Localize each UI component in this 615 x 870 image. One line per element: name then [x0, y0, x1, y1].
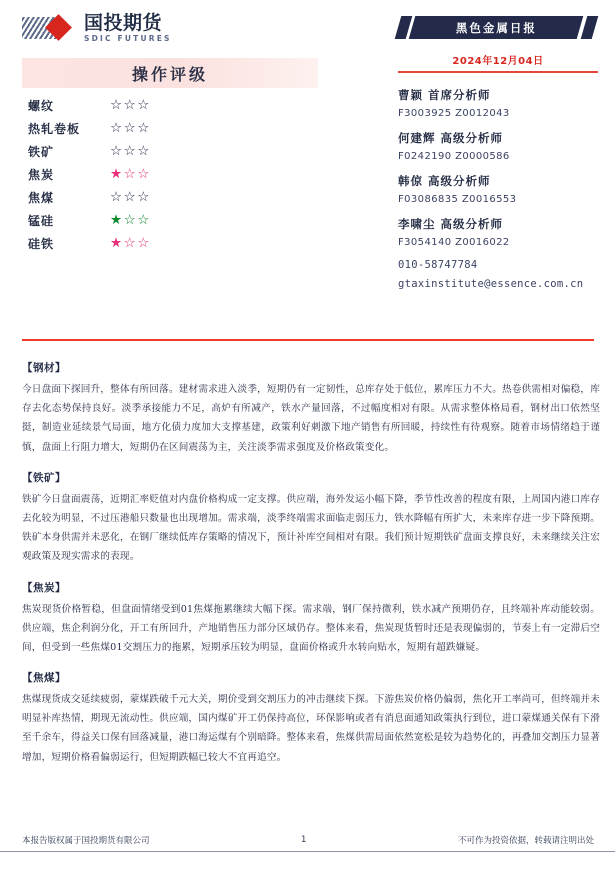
footer-divider — [0, 851, 615, 852]
star-filled-icon: ★ — [110, 234, 124, 251]
contact-phone: 010-58747784 — [398, 258, 478, 271]
analyst-codes: F3054140 Z0016022 — [398, 236, 510, 248]
report-title: 黑色金属日报 — [455, 20, 537, 35]
star-outline-icon: ☆ — [110, 96, 124, 113]
report-footer — [22, 834, 594, 846]
rating-panel-title: 操作评级 — [131, 64, 208, 84]
rating-row — [28, 186, 328, 209]
footer-page-number: 1 — [301, 835, 307, 845]
section-body: 铁矿今日盘面震荡，近期汇率贬值对内盘价格构成一定支撑。供应端，海外发运小幅下降，季节性改善的程度有限，上周国内港口库存去化较为明显，不过压港船只数量也出现增加。需求端，淡季终端需求面临走弱压力，铁水降幅有所扩大，未来库存进一步下降预期。铁矿本身供需并未恶化，在钢厂继续低库存策略的情况下，预计补库空间相对有限。我们预计短期铁矿盘面支撑良好，未来继续关注宏观政策及现实需求的表现。 — [22, 493, 600, 563]
rating-stars — [110, 211, 151, 228]
star-outline-icon: ☆ — [123, 211, 138, 228]
section-title: 【焦炭】 — [22, 581, 66, 594]
star-outline-icon: ☆ — [137, 188, 151, 205]
section-title: 【钢材】 — [22, 362, 66, 374]
rating-stars — [110, 119, 151, 136]
star-outline-icon: ☆ — [137, 119, 151, 136]
logo-company-name-en: SDIC FUTURES — [84, 34, 172, 43]
rating-stars — [110, 234, 151, 251]
section-coking-coal — [22, 670, 600, 767]
rating-item-name: 热轧卷板 — [28, 122, 81, 136]
rating-item-name: 螺纹 — [28, 99, 55, 113]
star-outline-icon: ☆ — [110, 142, 124, 159]
logo-mark-icon — [22, 15, 80, 41]
analyst-entry — [398, 87, 598, 119]
star-outline-icon: ☆ — [137, 234, 151, 251]
rating-list — [28, 94, 328, 255]
rating-item-name: 硅铁 — [28, 237, 55, 251]
star-outline-icon: ☆ — [123, 165, 138, 182]
report-meta-column — [398, 16, 598, 297]
rating-row — [28, 94, 328, 117]
section-iron-ore — [22, 470, 600, 567]
star-outline-icon: ☆ — [123, 234, 138, 251]
section-steel — [22, 360, 600, 457]
rating-stars — [110, 165, 151, 182]
footer-copyright: 本报告版权属于国投期货有限公司 — [22, 836, 150, 846]
footer-disclaimer: 不可作为投资依据，转载请注明出处 — [457, 836, 594, 846]
analyst-entry — [398, 173, 598, 205]
analyst-name: 韩倞 高级分析师 — [398, 173, 491, 188]
star-outline-icon: ☆ — [123, 142, 138, 159]
analyst-codes: F03086835 Z0016553 — [398, 193, 517, 205]
rating-row — [28, 209, 328, 232]
contact-block — [398, 259, 598, 290]
section-title: 【焦煤】 — [22, 672, 66, 685]
header-divider — [22, 339, 594, 341]
rating-item-name: 锰硅 — [28, 214, 55, 228]
rating-row — [28, 163, 328, 186]
star-outline-icon: ☆ — [137, 211, 151, 228]
report-date-block — [398, 49, 598, 73]
section-body: 焦煤现货成交延续疲弱，蒙煤跌破千元大关，期价受到交割压力的冲击继续下探。下游焦炭价格仍偏弱，焦化开工率尚可，但终端并未明显补库热情，期现无流动性。供应端，国内煤矿开工仍保持高位，环保影响或者有消息面通知政策执行到位，进口蒙煤通关保有下滑至千余车，得益关口保有回落减量，港口海运煤有个别暗降。整体来看，焦煤供需局面依然宽松是较为趋势化的，再叠加交割压力显著增加，短期价格看偏弱运行，但短期跌幅已较大不宜再追空。 — [22, 694, 600, 763]
analyst-name: 曹颖 首席分析师 — [398, 87, 491, 102]
report-header — [0, 0, 615, 340]
rating-row — [28, 140, 328, 163]
analyst-entry — [398, 216, 598, 248]
report-body — [22, 360, 600, 780]
banner-wing-right — [581, 16, 599, 39]
star-outline-icon: ☆ — [137, 142, 151, 159]
rating-row — [28, 232, 328, 255]
star-outline-icon: ☆ — [137, 165, 151, 182]
analyst-entry — [398, 130, 598, 162]
rating-panel-banner — [22, 58, 318, 88]
rating-row — [28, 117, 328, 140]
rating-stars — [110, 96, 151, 113]
rating-item-name: 焦煤 — [28, 191, 55, 205]
rating-stars — [110, 142, 151, 159]
star-filled-icon: ★ — [110, 165, 124, 182]
company-logo — [22, 14, 172, 43]
star-outline-icon: ☆ — [137, 96, 151, 113]
logo-company-name-cn: 国投期货 — [84, 12, 163, 34]
analyst-codes: F3003925 Z0012043 — [398, 107, 510, 119]
section-title: 【铁矿】 — [22, 471, 66, 484]
star-filled-icon: ★ — [110, 211, 124, 228]
section-coke — [22, 580, 600, 658]
section-body: 今日盘面下探回升，整体有所回落。建材需求进入淡季，短期仍有一定韧性，总库存处于低位，累库压力不大。热卷供需相对偏稳，库存去化态势保持良好。淡季承接能力不足，高炉有所减产，铁水产量回落，不过幅度相对有限。从需求整体格局看，钢材出口依然坚挺，制造业延续景气局面，地方化债力度加大支撑基建，政策利好刺激下地产销售有所回暖，持续性有待观察。随着市场情绪趋于谨慎，盘面上行阻力增大，短期仍在区间震荡为主，关注淡季需求强度及价格政策变化。 — [22, 384, 600, 453]
analyst-list — [398, 87, 598, 248]
star-outline-icon: ☆ — [110, 119, 124, 136]
report-title-banner — [398, 16, 598, 40]
rating-item-name: 焦炭 — [28, 168, 55, 182]
star-outline-icon: ☆ — [123, 119, 138, 136]
date-underline — [398, 71, 598, 73]
star-outline-icon: ☆ — [123, 96, 138, 113]
section-body: 焦炭现货价格暂稳，但盘面情绪受到01焦煤拖累继续大幅下探。需求端，钢厂保持微利，铁水减产预期仍存，且终端补库动能较弱。供应端，焦企利润分化，开工有所回升，产地销售压力部分区域仍存。整体来看，焦炭现货暂时还是表现偏弱的，节奏上有一定滞后空间，但受到一些焦煤01交割压力的拖累，短期承压较为明显，盘面价格或升水转向贴水，短期有超跌嫌疑。 — [22, 603, 600, 653]
star-outline-icon: ☆ — [110, 188, 124, 205]
analyst-codes: F0242190 Z0000586 — [398, 150, 510, 162]
logo-text — [84, 14, 172, 43]
report-title-shape — [409, 16, 584, 39]
rating-stars — [110, 188, 151, 205]
contact-email[interactable]: gtaxinstitute@essence.com.cn — [398, 277, 584, 290]
analyst-name: 何建辉 高级分析师 — [398, 130, 504, 145]
analyst-name: 李啸尘 高级分析师 — [398, 216, 504, 231]
rating-item-name: 铁矿 — [28, 145, 55, 159]
star-outline-icon: ☆ — [123, 188, 138, 205]
report-date: 2024年12月04日 — [452, 56, 544, 67]
